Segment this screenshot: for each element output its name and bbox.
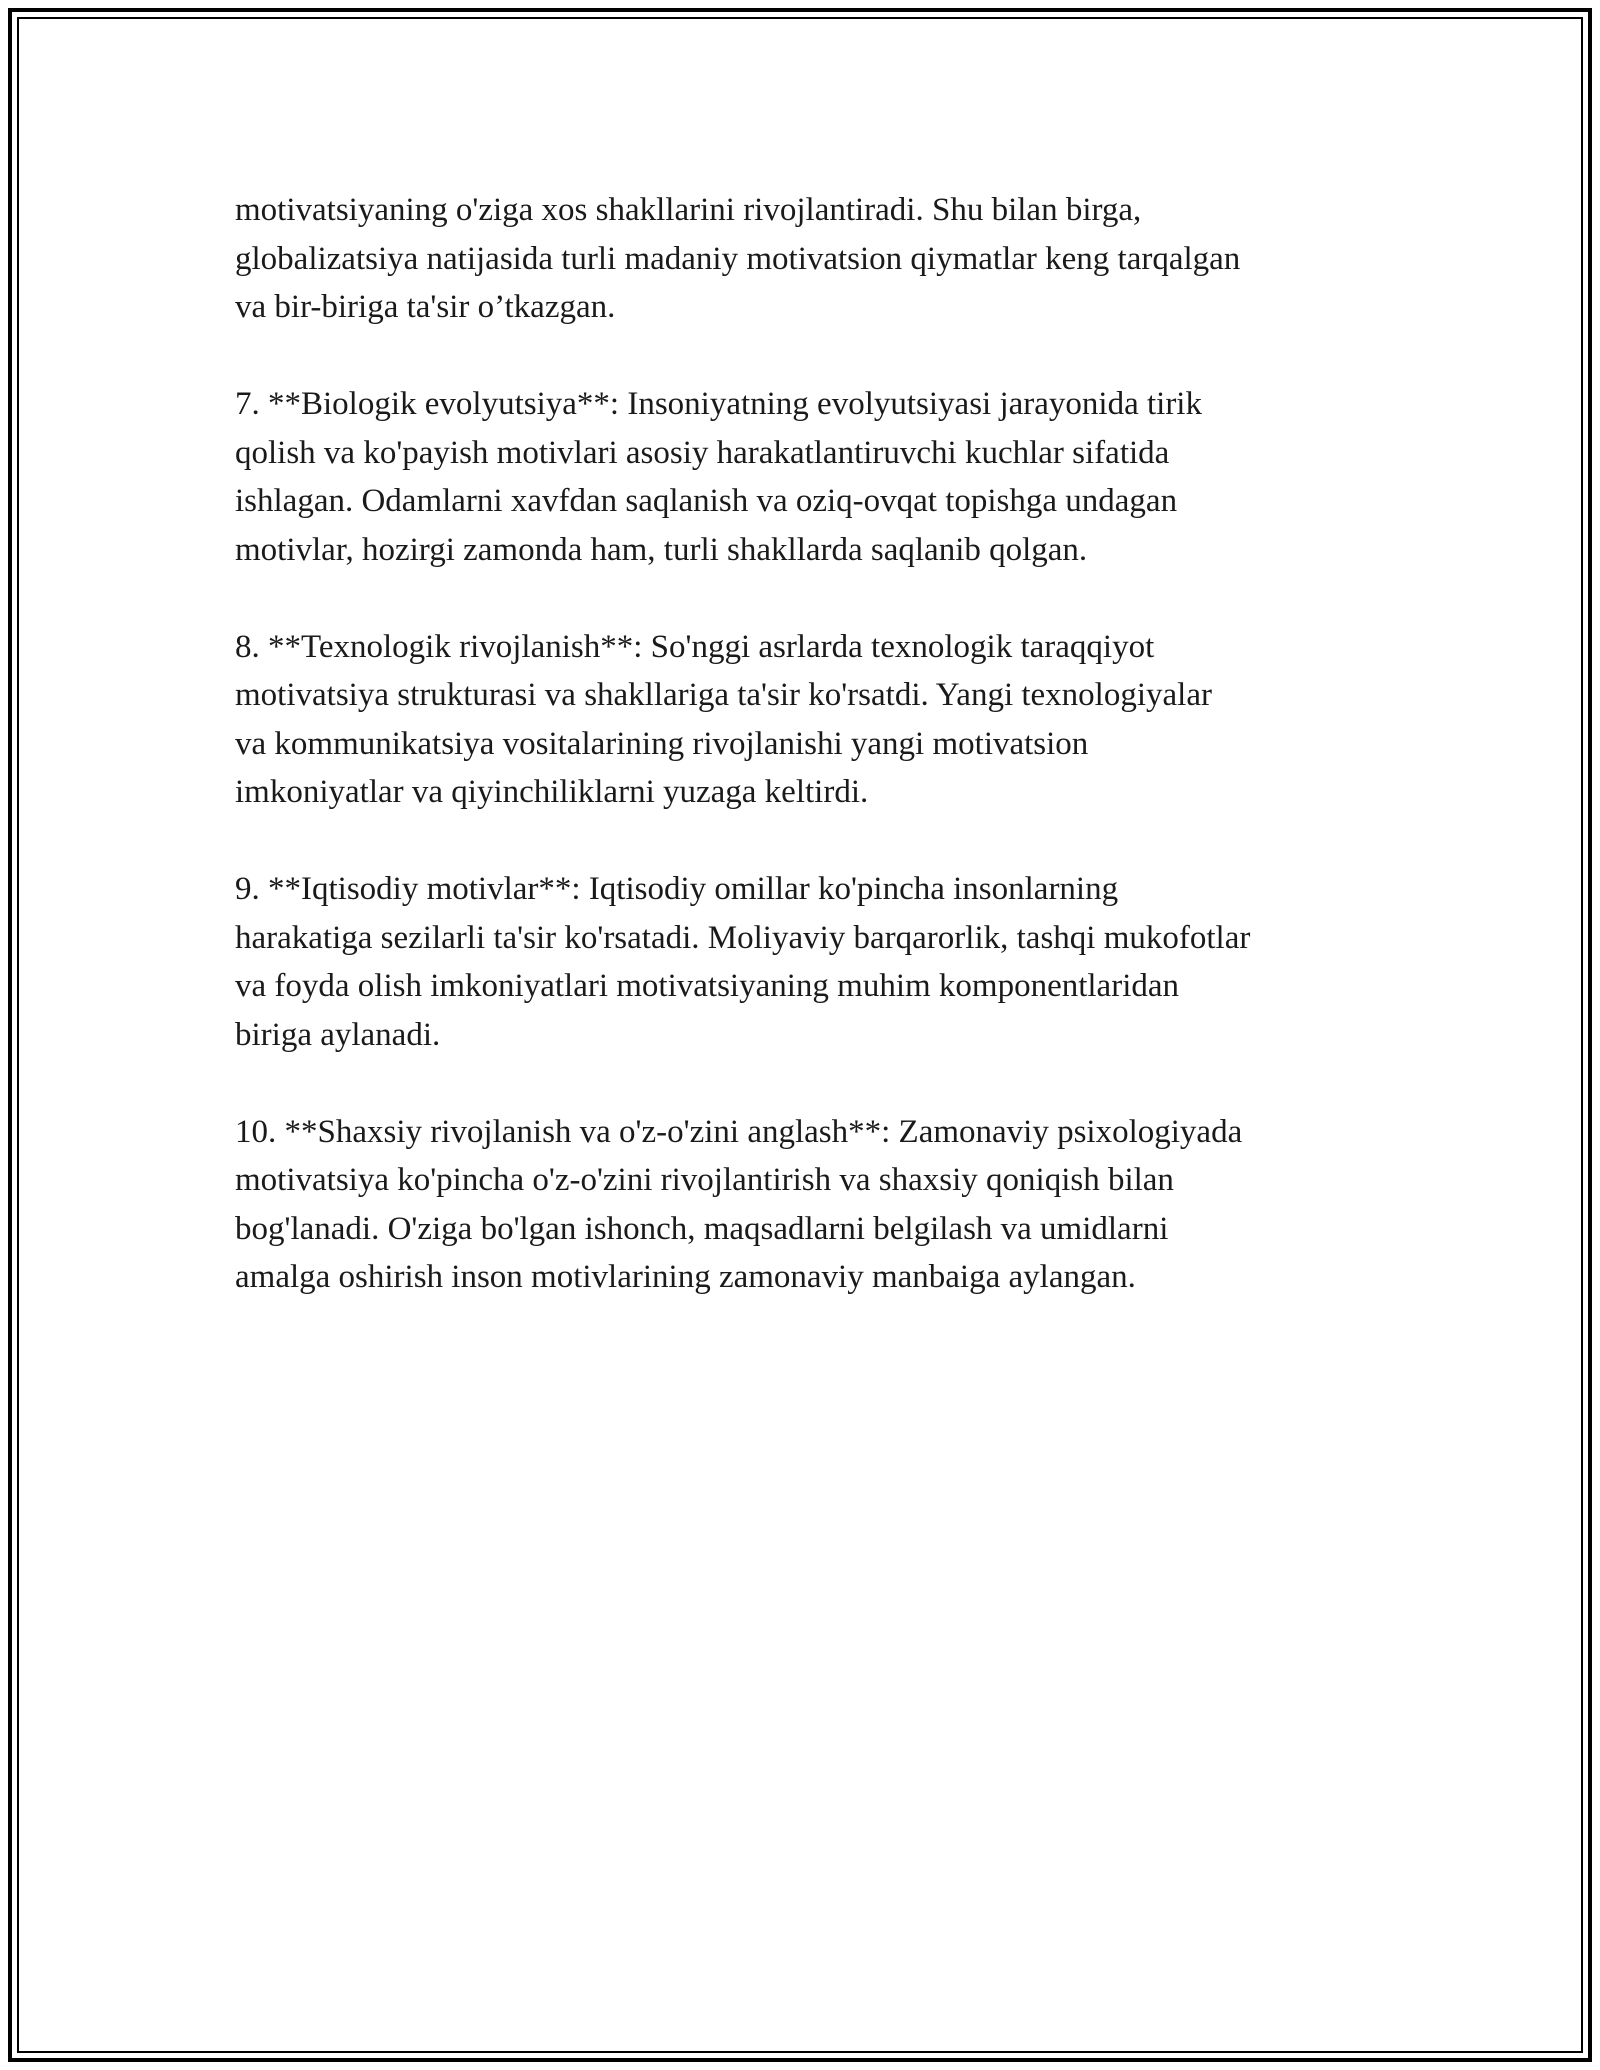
text-line: 8. **Texnologik rivojlanish**: So'nggi asrlarda texnologik taraqqiyot bbox=[235, 628, 1155, 665]
text-line: motivatsiya strukturasi va shakllariga ta'sir ko'rsatdi. Yangi texnologiyalar bbox=[235, 677, 1212, 713]
text-line: motivatsiyaning o'ziga xos shakllarini rivojlantiradi. Shu bilan birga, bbox=[235, 192, 1142, 228]
paragraph-item-8 bbox=[235, 623, 1375, 817]
text-line: bog'lanadi. O'ziga bo'lgan ishonch, maqsadlarni belgilash va umidlarni bbox=[235, 1210, 1169, 1247]
text-line: imkoniyatlar va qiyinchiliklarni yuzaga keltirdi. bbox=[235, 774, 869, 810]
text-line: va foyda olish imkoniyatlari motivatsiyaning muhim komponentlaridan bbox=[235, 968, 1180, 1004]
text-line: biriga aylanadi. bbox=[235, 1016, 441, 1053]
text-line: 10. **Shaxsiy rivojlanish va o'z-o'zini anglash**: Zamonaviy psixologiyada bbox=[235, 1113, 1243, 1150]
text-line: va kommunikatsiya vositalarining rivojlanishi yangi motivatsion bbox=[235, 725, 1089, 762]
text-line: globalizatsiya natijasida turli madaniy motivatsion qiymatlar keng tarqalgan bbox=[235, 240, 1241, 277]
text-line: amalga oshirish inson motivlarining zamonaviy manbaiga aylangan. bbox=[235, 1259, 1136, 1295]
text-line: ishlagan. Odamlarni xavfdan saqlanish va oziq-ovqat topishga undagan bbox=[235, 483, 1178, 519]
text-line: harakatiga sezilarli ta'sir ko'rsatadi. Moliyaviy barqarorlik, tashqi mukofotlar bbox=[235, 919, 1251, 956]
text-line: motivatsiya ko'pincha o'z-o'zini rivojlantirish va shaxsiy qoniqish bilan bbox=[235, 1162, 1174, 1198]
paragraph-item-9 bbox=[235, 865, 1375, 1059]
paragraph-intro-continuation bbox=[235, 186, 1375, 332]
text-line: 7. **Biologik evolyutsiya**: Insoniyatning evolyutsiyasi jarayonida tirik bbox=[235, 386, 1202, 422]
text-line: va bir-biriga ta'sir o’tkazgan. bbox=[235, 289, 616, 325]
text-line: motivlar, hozirgi zamonda ham, turli shakllarda saqlanib qolgan. bbox=[235, 531, 1088, 568]
paragraph-item-7 bbox=[235, 380, 1375, 574]
text-line: 9. **Iqtisodiy motivlar**: Iqtisodiy omillar ko'pincha insonlarning bbox=[235, 871, 1119, 907]
document-body bbox=[235, 186, 1375, 1350]
paragraph-item-10 bbox=[235, 1108, 1375, 1302]
text-line: qolish va ko'payish motivlari asosiy harakatlantiruvchi kuchlar sifatida bbox=[235, 434, 1170, 471]
